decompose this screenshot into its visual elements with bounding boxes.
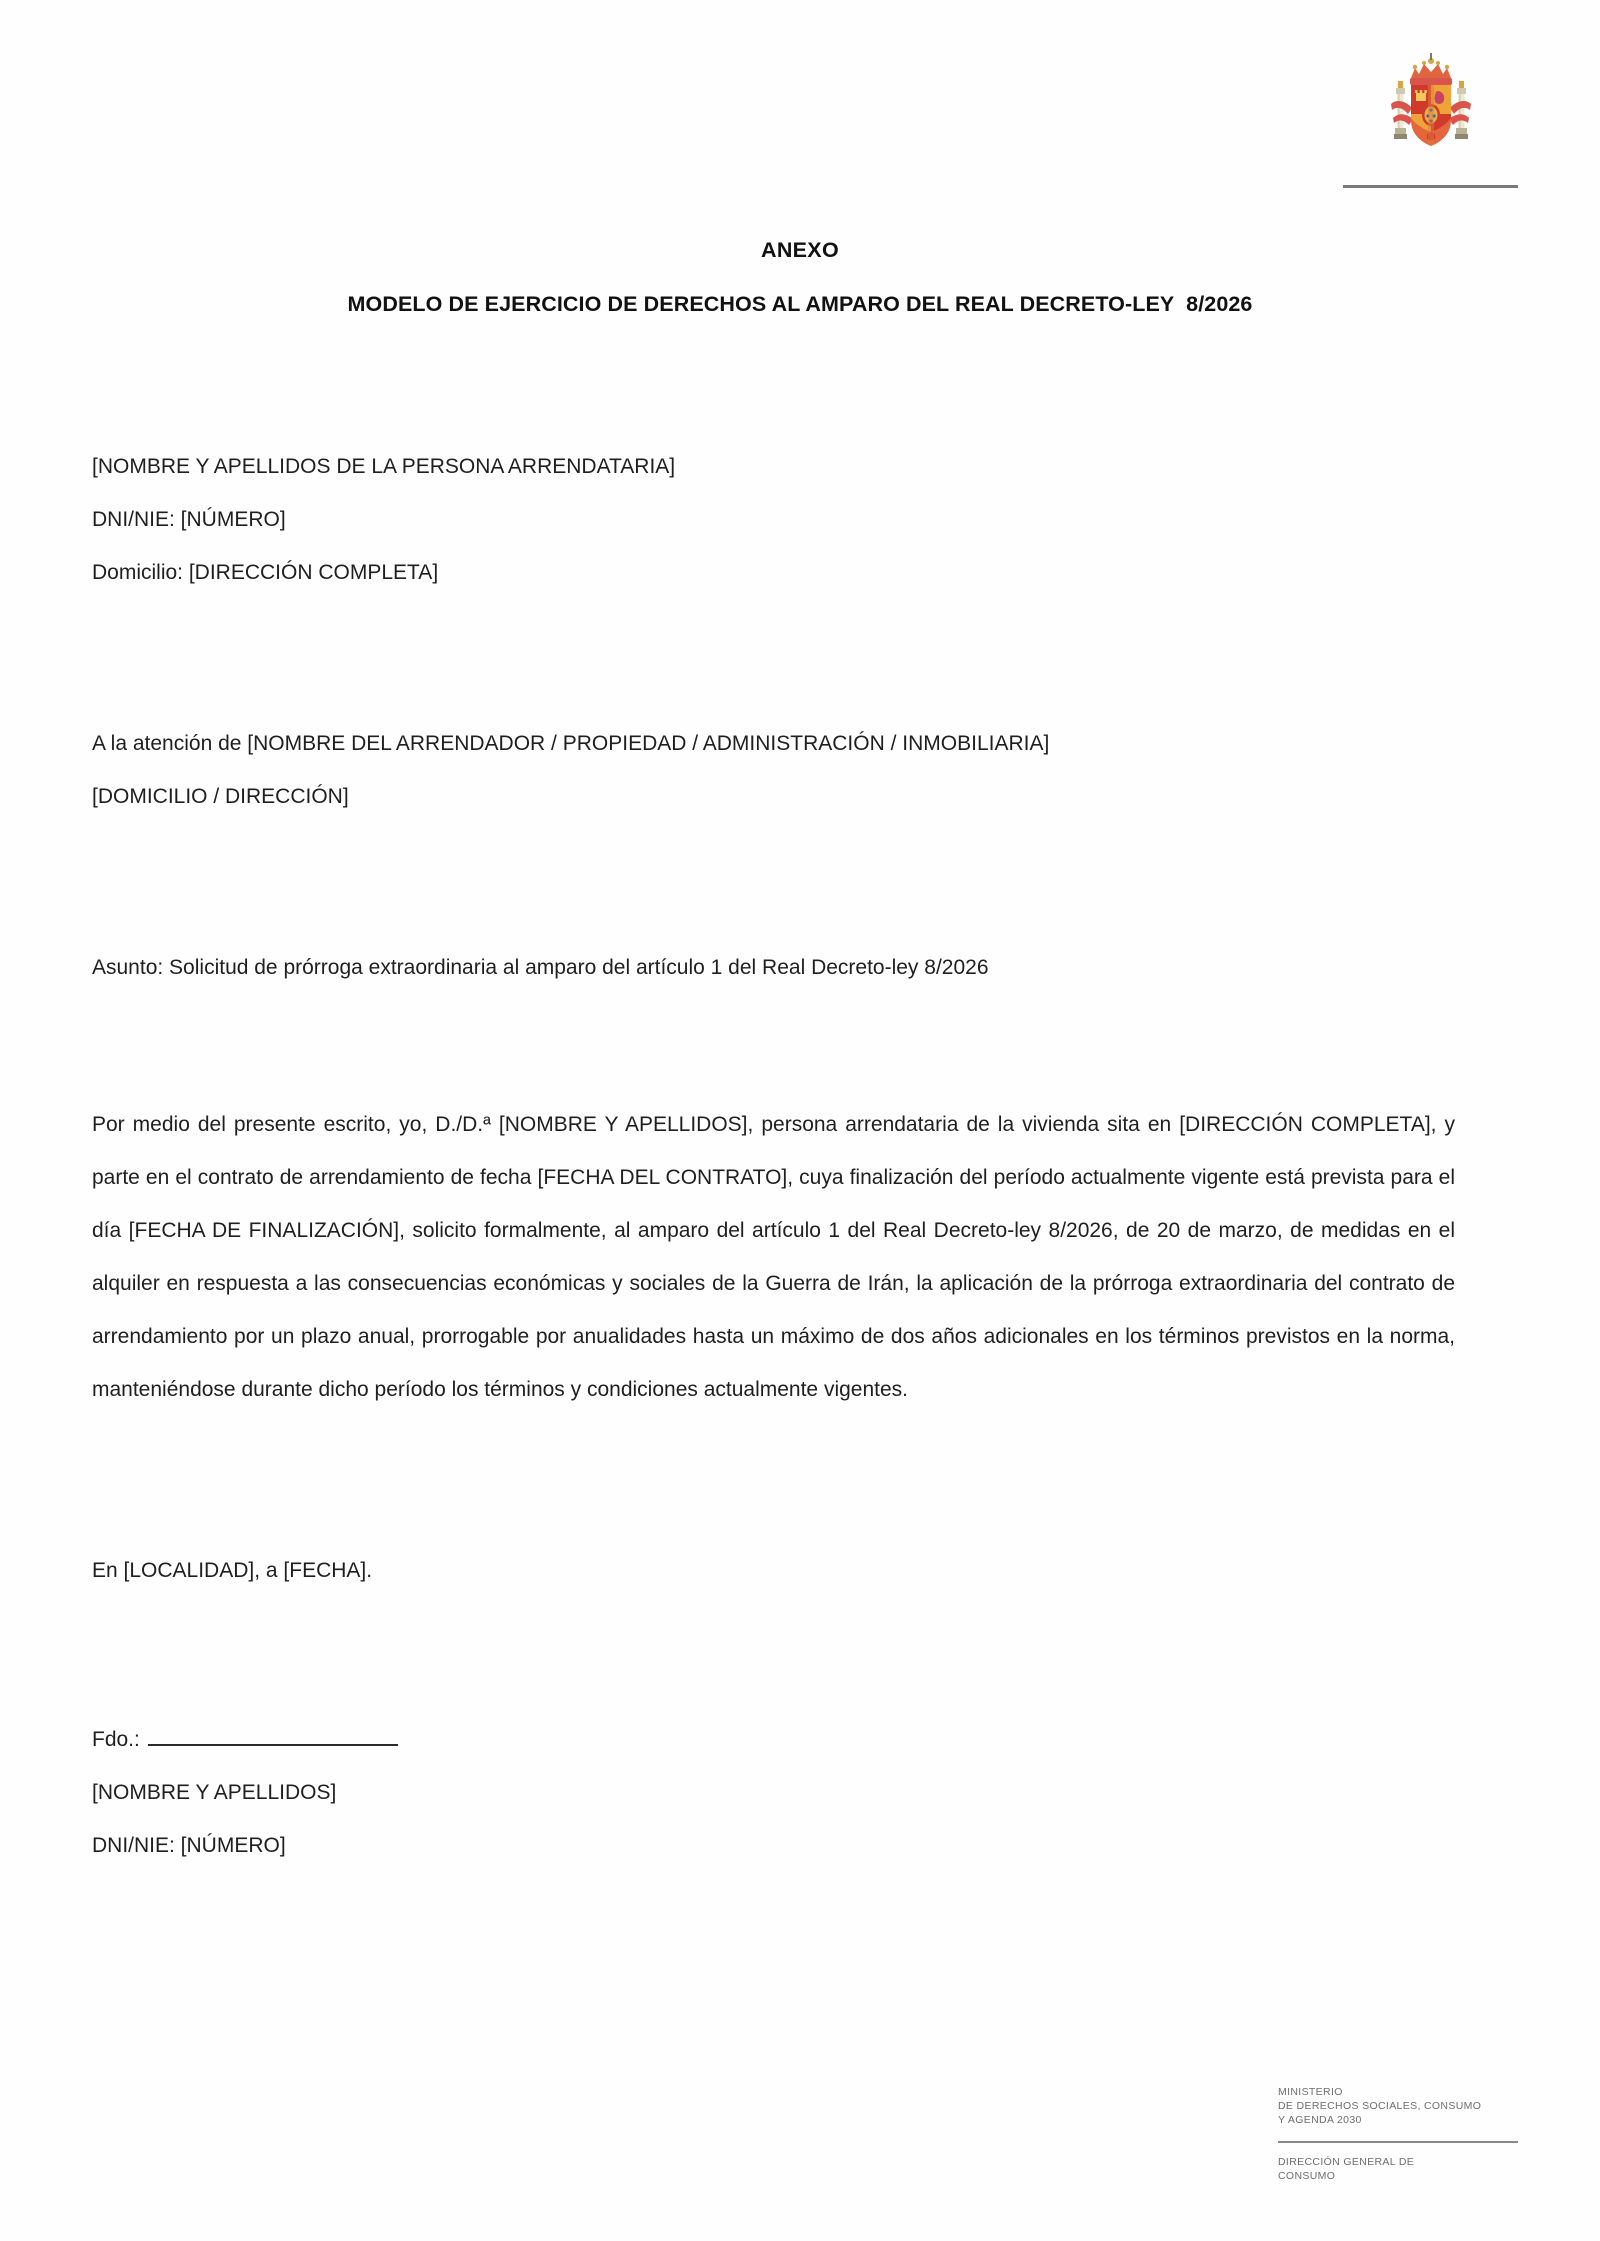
header-rule [1343,185,1518,188]
spacer-after-recipient [92,823,1455,941]
signature-block [92,1713,1455,1872]
subject-line: Asunto: Solicitud de prórroga extraordinaria al amparo del artículo 1 del Real Decreto-ley 8/2026 [92,956,989,979]
signature-label: Fdo.: [92,1728,140,1751]
closing-block [92,1544,1455,1597]
recipient-block [92,717,1455,823]
footer-ministry-line-3: Y AGENDA 2030 [1278,2114,1362,2126]
sender-id-line: DNI/NIE: [NÚMERO] [92,508,286,531]
subject-block [92,941,1455,994]
sender-name-line: [NOMBRE Y APELLIDOS DE LA PERSONA ARRENDATARIA] [92,455,676,478]
signature-line[interactable] [148,1726,398,1746]
signature-row [92,1713,1455,1766]
footer-rule [1278,2141,1518,2143]
sender-block [92,440,1455,599]
document-header [1343,52,1518,188]
spain-coat-of-arms-icon [1381,52,1481,157]
spacer-after-closing [92,1597,1455,1713]
recipient-attention-line: A la atención de [NOMBRE DEL ARRENDADOR / PROPIEDAD / ADMINISTRACIÓN / INMOBILIARIA] [92,732,1050,755]
sender-address-line: Domicilio: [DIRECCIÓN COMPLETA] [92,561,439,584]
document-title-annex: ANEXO [761,238,839,262]
spacer-after-body [92,1416,1455,1544]
signature-name-line: [NOMBRE Y APELLIDOS] [92,1781,337,1804]
document-footer [1278,2085,1518,2183]
document-title-main: MODELO DE EJERCICIO DE DERECHOS AL AMPARO DEL REAL DECRETO-LEY 8/2026 [347,292,1253,316]
document-body [92,440,1455,1872]
recipient-address-line: [DOMICILIO / DIRECCIÓN] [92,785,349,808]
footer-ministry-line-1: MINISTERIO [1278,2086,1343,2098]
body-paragraph: Por medio del presente escrito, yo, D./D.ª [NOMBRE Y APELLIDOS], persona arrendataria de la vivienda sita en [DIRECCIÓN COMPLETA], y parte en el contrato de arrendamiento de fecha [FECHA DEL CONTRATO], cuya finalización del período actualmente vigente está prevista para el día [FECHA DE FINALIZACIÓN], solicito formalmente, al amparo del artículo 1 del Real Decreto-ley 8/2026, de 20 de marzo, de medidas en el alquiler en respuesta a las consecuencias económicas y sociales de la Guerra de Irán, la aplicación de la prórroga extraordinaria del contrato de arrendamiento por un plazo anual, prorrogable por anualidades hasta un máximo de dos años adicionales en los términos previstos en la norma, manteniéndose durante dicho período los términos y condiciones actualmente vigentes. [92,1113,1455,1401]
spacer-after-sender [92,599,1455,717]
closing-place-date: En [LOCALIDAD], a [FECHA]. [92,1559,373,1582]
footer-department-line-1: DIRECCIÓN GENERAL DE [1278,2156,1415,2168]
spacer-after-subject [92,994,1455,1098]
footer-ministry-line-2: DE DERECHOS SOCIALES, CONSUMO [1278,2100,1482,2112]
footer-department-line-2: CONSUMO [1278,2170,1336,2182]
signature-id-line: DNI/NIE: [NÚMERO] [92,1834,286,1857]
